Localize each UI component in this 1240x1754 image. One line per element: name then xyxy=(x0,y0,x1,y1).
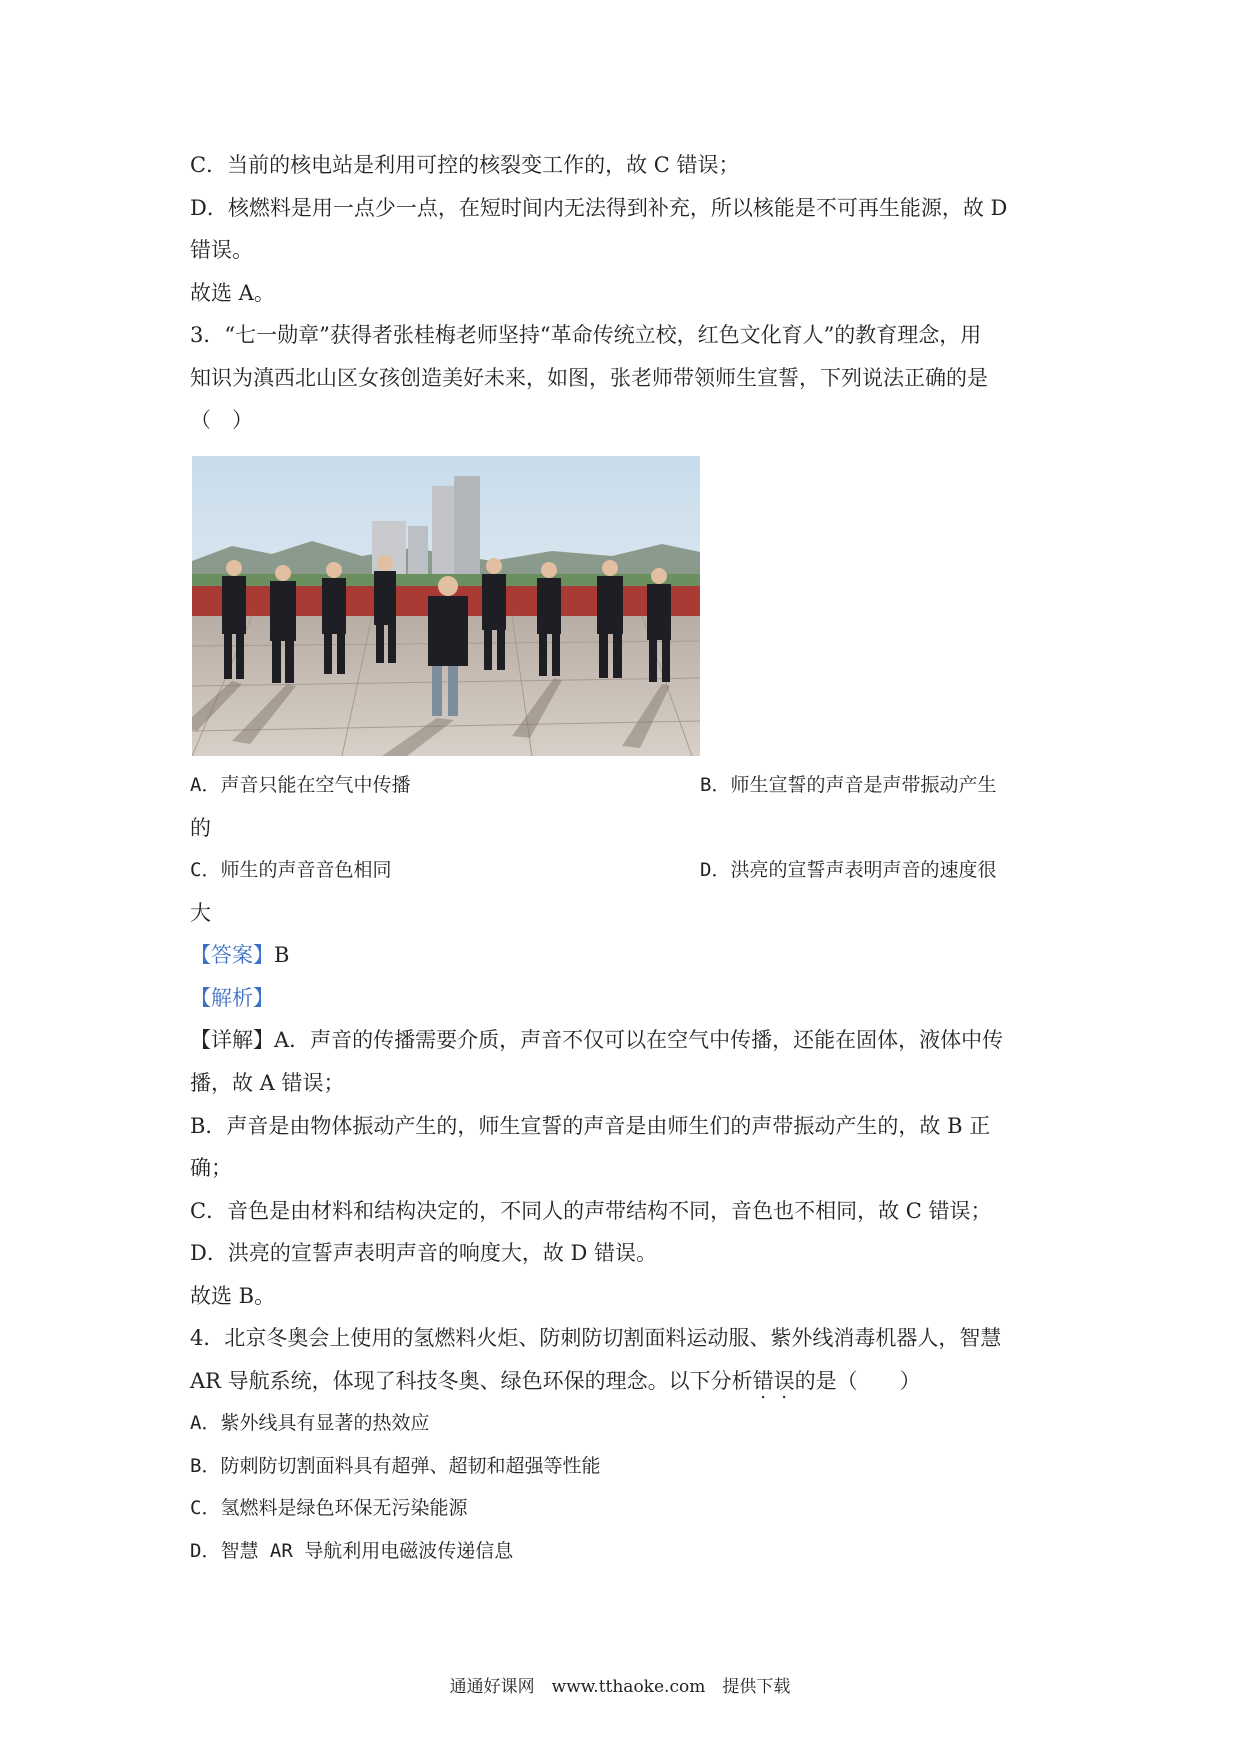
option-b-continued: 的 xyxy=(190,816,211,840)
detail-line: C．音色是由材料和结构决定的，不同人的声带结构不同，音色也不相同，故 C 错误； xyxy=(190,1199,992,1223)
detail-line: D．洪亮的宣誓声表明声音的响度大，故 D 错误。 xyxy=(190,1241,658,1265)
answer-tag: 【答案】 xyxy=(190,943,274,967)
detail-text: A．声音的传播需要介质，声音不仅可以在空气中传播，还能在固体，液体中传 xyxy=(274,1028,1004,1052)
stem-text: 的是（ ） xyxy=(794,1369,921,1393)
emphasis-char: 错 xyxy=(752,1369,774,1393)
option-d-continued: 大 xyxy=(190,901,211,925)
stem-text: AR 导航系统，体现了科技冬奥、绿色环保的理念。以下分析 xyxy=(190,1369,753,1393)
option-b: B．防刺防切割面料具有超弹、超韧和超强等性能 xyxy=(190,1455,601,1477)
question-4-stem-line2 xyxy=(190,1366,921,1396)
answer-row xyxy=(190,940,289,970)
text-line: C．当前的核电站是利用可控的核裂变工作的，故 C 错误； xyxy=(190,153,740,177)
option-d: D．智慧 AR 导航利用电磁波传递信息 xyxy=(190,1540,514,1562)
text-line: 故选 A。 xyxy=(190,281,275,305)
option-b: B．师生宣誓的声音是声带振动产生 xyxy=(700,774,997,796)
analysis-tag: 【解析】 xyxy=(190,986,274,1010)
oath-photo xyxy=(192,456,700,756)
emphasis-char: 误 xyxy=(773,1369,795,1393)
answer-value: B xyxy=(274,943,290,967)
text-line: D．核燃料是用一点少一点，在短时间内无法得到补充，所以核能是不可再生能源，故 D xyxy=(190,196,1008,220)
option-d: D．洪亮的宣誓声表明声音的速度很 xyxy=(700,859,997,881)
conclusion-line: 故选 B。 xyxy=(190,1284,276,1308)
text-line: 知识为滇西北山区女孩创造美好未来，如图，张老师带领师生宣誓，下列说法正确的是 xyxy=(190,366,988,390)
option-a: A．声音只能在空气中传播 xyxy=(190,774,411,796)
option-c: C．师生的声音音色相同 xyxy=(190,859,392,881)
answer-blank: （ ） xyxy=(190,408,253,432)
detail-line: 播，故 A 错误； xyxy=(190,1071,345,1095)
detail-tag: 【详解】 xyxy=(190,1028,274,1052)
option-c: C．氢燃料是绿色环保无污染能源 xyxy=(190,1497,468,1519)
question-3-stem: 3．“七一勋章”获得者张桂梅老师坚持“革命传统立校，红色文化育人”的教育理念，用 xyxy=(190,323,982,347)
detail-line: 确； xyxy=(190,1156,232,1180)
detail-row xyxy=(190,1025,1003,1055)
page-footer: 通通好课网 www.tthaoke.com 提供下载 xyxy=(449,1677,791,1697)
question-4-stem: 4．北京冬奥会上使用的氢燃料火炬、防刺防切割面料运动服、紫外线消毒机器人，智慧 xyxy=(190,1326,1002,1350)
detail-line: B．声音是由物体振动产生的，师生宣誓的声音是由师生们的声带振动产生的，故 B 正 xyxy=(190,1114,991,1138)
text-line: 错误。 xyxy=(190,238,253,262)
option-a: A．紫外线具有显著的热效应 xyxy=(190,1412,430,1434)
